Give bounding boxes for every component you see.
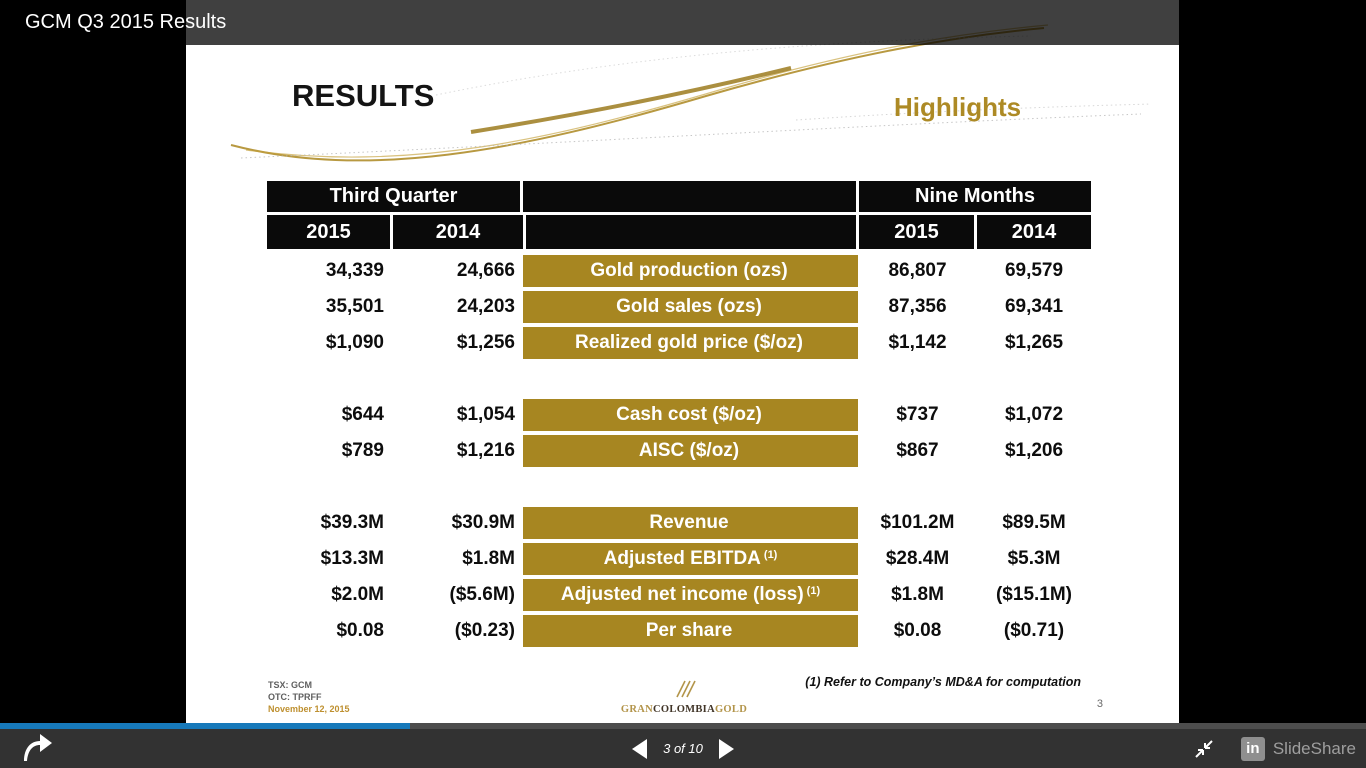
metric-label: Adjusted EBITDA $^{(1)}$ (523, 543, 858, 575)
slide-subtitle: Highlights (894, 92, 1022, 122)
value-9m-2014: $1,265 (1004, 332, 1064, 353)
ticker-block (268, 679, 350, 715)
value-9m-2015: $28.4M (885, 548, 950, 569)
player-right-controls (1193, 729, 1366, 768)
metric-label: Gold sales (ozs) (523, 291, 858, 323)
value-9m-2014: ($15.1M) (995, 584, 1073, 605)
value-9m-2015: $737 (896, 404, 939, 425)
value-9m-2014: $1,072 (1004, 404, 1064, 425)
value-q3-2015: $13.3M (320, 548, 384, 569)
logo-wordmark: GRANCOLOMBIAGOLD (620, 704, 748, 715)
value-9m-2015: $1.8M (891, 584, 944, 605)
grancolombia-logo (619, 680, 749, 715)
metric-label: Realized gold price ($/oz) (523, 327, 858, 359)
value-q3-2014: ($5.6M) (449, 584, 515, 605)
header-third-quarter: Third Quarter (267, 181, 520, 212)
metric-label: Gold production (ozs) (523, 255, 858, 287)
table-row (267, 327, 1091, 359)
value-q3-2015: 34,339 (325, 260, 384, 281)
value-q3-2015: $789 (341, 440, 384, 461)
player-control-bar (0, 729, 1366, 768)
slide-page-number: 3 (1096, 698, 1103, 710)
value-9m-2015: 87,356 (888, 296, 947, 317)
next-slide-button[interactable] (719, 739, 734, 759)
value-q3-2015: $39.3M (320, 512, 384, 533)
metric-label: AISC ($/oz) (523, 435, 858, 467)
collapse-fullscreen-icon[interactable] (1193, 738, 1215, 760)
logo-slashes-icon (671, 680, 697, 698)
table-row (267, 507, 1091, 539)
slideshare-logo[interactable]: SlideShare (1272, 738, 1356, 758)
footnote: (1) Refer to Company’s MD&A for computation (805, 675, 1081, 689)
presentation-title-bar (0, 0, 1366, 45)
value-q3-2015: $0.08 (336, 620, 384, 641)
metric-label: Revenue (523, 507, 858, 539)
previous-slide-button[interactable] (632, 739, 647, 759)
table-row (267, 579, 1091, 611)
table-row (267, 255, 1091, 287)
slide-position-indicator: 3 of 10 (663, 741, 703, 756)
ticker-otc: OTC: TPRFF (268, 692, 322, 702)
header-year: 2015 (267, 215, 390, 249)
slide-date: November 12, 2015 (268, 704, 350, 714)
value-q3-2014: $1,054 (456, 404, 515, 425)
value-q3-2015: $644 (341, 404, 384, 425)
header-spacer (523, 181, 856, 212)
value-9m-2014: $1,206 (1004, 440, 1064, 461)
presentation-title: GCM Q3 2015 Results (25, 11, 227, 33)
header-year: 2014 (393, 215, 523, 249)
value-q3-2015: $2.0M (331, 584, 384, 605)
value-9m-2014: $89.5M (1002, 512, 1066, 533)
value-q3-2015: $1,090 (325, 332, 384, 353)
value-q3-2014: $30.9M (451, 512, 515, 533)
value-9m-2015: $101.2M (880, 512, 955, 533)
results-table (267, 181, 1091, 651)
value-q3-2014: 24,203 (456, 296, 515, 317)
table-row (267, 291, 1091, 323)
value-q3-2014: $1,256 (456, 332, 515, 353)
ticker-tsx: TSX: GCM (268, 680, 312, 690)
header-year: 2014 (977, 215, 1091, 249)
value-q3-2014: $1,216 (456, 440, 515, 461)
value-q3-2015: 35,501 (325, 296, 384, 317)
value-q3-2014: $1.8M (462, 548, 515, 569)
value-9m-2015: $1,142 (888, 332, 947, 353)
slide-title: RESULTS (292, 78, 435, 113)
value-9m-2014: ($0.71) (1003, 620, 1065, 641)
value-9m-2014: 69,341 (1004, 296, 1064, 317)
table-row (267, 399, 1091, 431)
header-nine-months: Nine Months (859, 181, 1091, 212)
slide-canvas (186, 0, 1179, 723)
value-9m-2014: $5.3M (1007, 548, 1061, 569)
value-q3-2014: 24,666 (456, 260, 515, 281)
table-row (267, 435, 1091, 467)
value-9m-2015: 86,807 (888, 260, 947, 281)
header-spacer (526, 215, 856, 249)
value-9m-2014: 69,579 (1004, 260, 1064, 281)
header-year: 2015 (859, 215, 974, 249)
metric-label: Adjusted net income (loss) $^{(1)}$ (523, 579, 858, 611)
table-row (267, 543, 1091, 575)
value-q3-2014: ($0.23) (454, 620, 515, 641)
metric-label: Cash cost ($/oz) (523, 399, 858, 431)
value-9m-2015: $0.08 (893, 620, 942, 641)
table-row (267, 615, 1091, 647)
slide-navigation (0, 729, 1366, 768)
value-9m-2015: $867 (896, 440, 939, 461)
linkedin-icon[interactable]: in (1241, 737, 1265, 761)
metric-label: Per share (523, 615, 858, 647)
